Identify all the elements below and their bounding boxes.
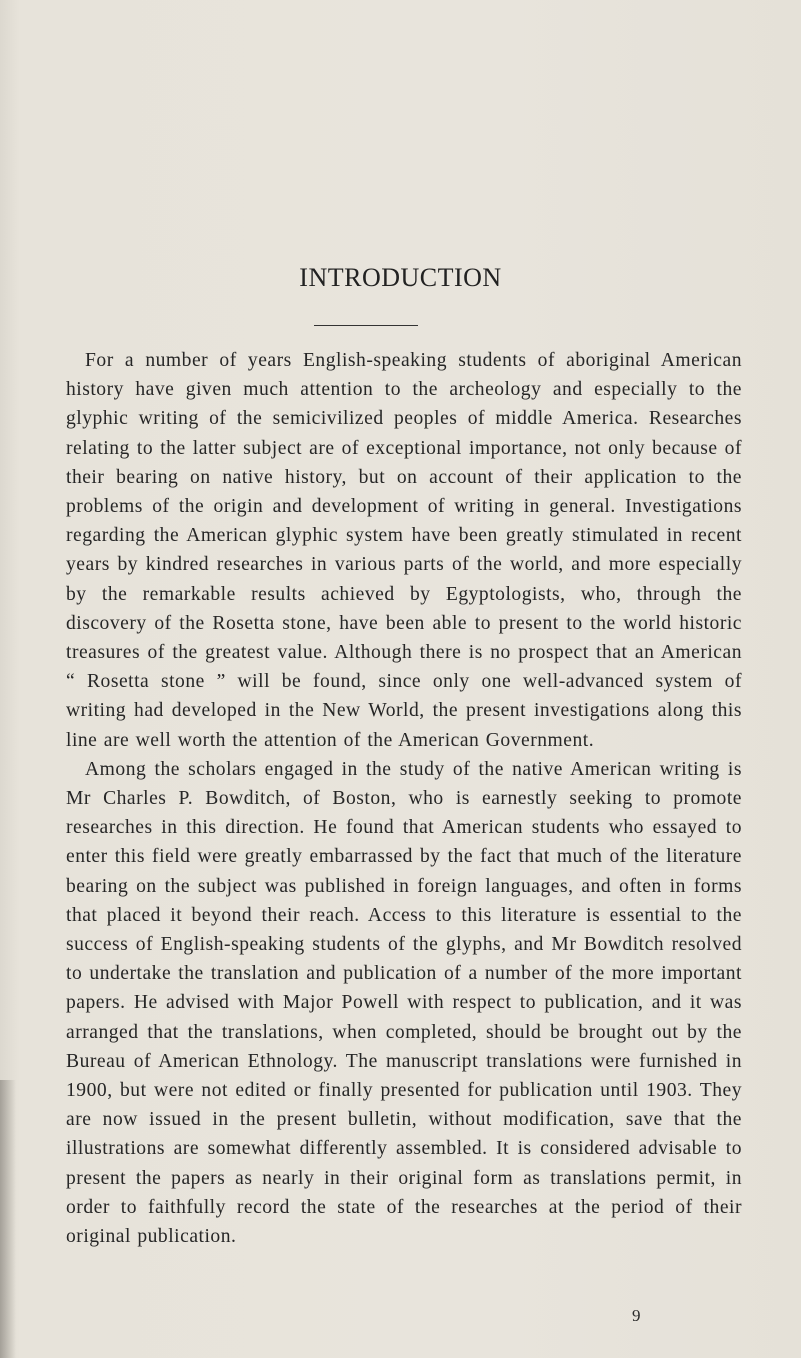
paragraph: Among the scholars engaged in the study of the native American writing is Mr Charles P. Bowditch, of Boston, who is earnestly seeking to promote researches in this direction. He found that American students who essayed to enter this field were greatly embarrassed by the fact that much of the literature bearing on the subject was published in foreign languages, and often in forms that placed it beyond their reach. Access to this literature is essential to the success of English-speaking students of the glyphs, and Mr Bowditch resolved to undertake the translation and publication of a number of the more important papers. He advised with Major Powell with respect to publication, and it was arranged that the translations, when completed, should be brought out by the Bureau of American Ethnology. The manuscript translations were furnished in 1900, but were not edited or finally presented for publication until 1903. They are now issued in the present bulletin, without modification, save that the illustrations are somewhat differently assembled. It is considered advisable to present the papers as nearly in their original form as translations permit, in order to faithfully record the state of the researches at the period of their original publication. — [66, 758, 742, 1248]
page-title: INTRODUCTION — [299, 263, 502, 292]
page-number: 9 — [632, 1306, 641, 1325]
binding-shadow — [0, 1080, 16, 1358]
body-text — [66, 346, 742, 1251]
paragraph: For a number of years English-speaking students of aboriginal American history have given much attention to the archeology and especially to the glyphic writing of the semicivilized peoples of middle America. Researches relating to the latter subject are of exceptional importance, not only because of their bearing on native history, but on account of their application to the problems of the origin and development of writing in general. Investigations regarding the American glyphic system have been greatly stimulated in recent years by kindred researches in various parts of the world, and more especially by the remarkable results achieved by Egyptologists, who, through the discovery of the Rosetta stone, have been able to present to the world historic treasures of the greatest value. Although there is no prospect that an American “ Rosetta stone ” will be found, since only one well-advanced system of writing had developed in the New World, the present investigations along this line are well worth the attention of the American Government. — [66, 350, 742, 751]
title-divider — [314, 325, 418, 326]
